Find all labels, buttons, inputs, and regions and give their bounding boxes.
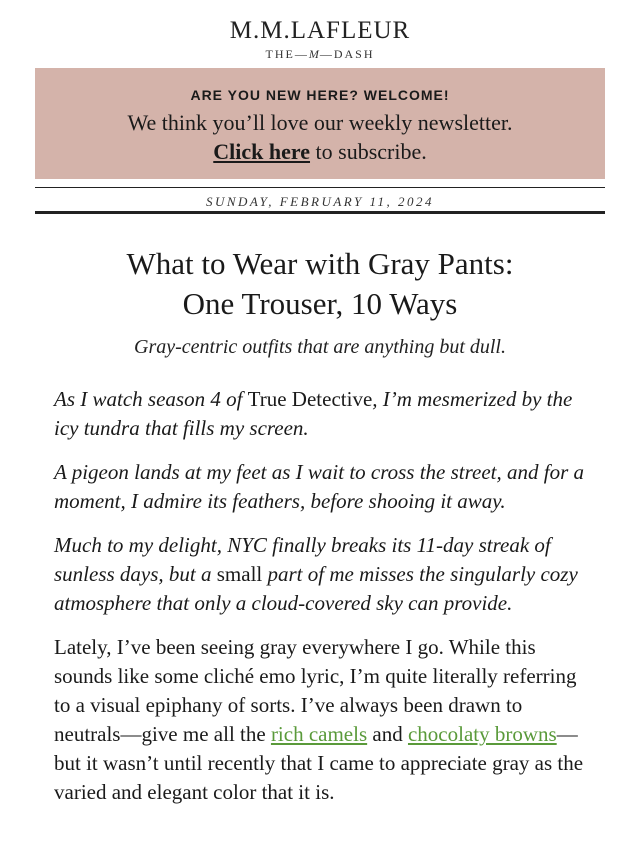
- brand-sub-mid: M: [308, 47, 320, 61]
- p4-text-b: and: [367, 722, 408, 746]
- banner-text: We think you’ll love our weekly newsletter.: [127, 110, 513, 135]
- brand-sub-right: —DASH: [319, 47, 375, 61]
- paragraph-2: A pigeon lands at my feet as I wait to cross the street, and for a moment, I admire its feathers, before shooing it away.: [54, 460, 585, 513]
- article-subtitle: Gray-centric outfits that are anything but dull.: [134, 336, 506, 358]
- p1-text-a: As I watch season 4 of: [54, 387, 248, 411]
- subscribe-link[interactable]: Click here: [213, 139, 311, 164]
- chocolaty-browns-link[interactable]: chocolaty browns: [407, 722, 557, 746]
- paragraph-1: [54, 385, 586, 443]
- paragraph-4: [54, 633, 586, 807]
- show-title: True Detective: [247, 387, 373, 411]
- p1-text-c: , I’m mesmerized by the icy tundra that fills my screen.: [54, 387, 573, 440]
- title-line-2: One Trouser, 10 Ways: [182, 286, 458, 321]
- article-body: [54, 385, 586, 807]
- p4-text-c: —but it wasn’t until recently that I came to appreciate gray as the varied and elegant color that it is.: [54, 722, 584, 804]
- welcome-banner: [35, 68, 605, 179]
- p3-text-a: Much to my delight, NYC finally breaks its 11-day streak of sunless days, but a: [54, 533, 551, 586]
- p3-emphasis: small: [216, 562, 263, 586]
- title-line-1: What to Wear with Gray Pants:: [126, 246, 514, 281]
- p3-text-c: part of me misses the singularly cozy atmosphere that only a cloud-covered sky can provide.: [54, 562, 578, 615]
- brand-subtitle: [0, 47, 640, 62]
- p4-text-a: Lately, I’ve been seeing gray everywhere I go. While this sounds like some cliché emo lyric, I’m quite literally referring to a visual epiphany of sorts. I’ve always been drawn to neutrals—give me all the: [54, 635, 577, 746]
- paragraph-3: [54, 531, 586, 618]
- article-title: [40, 244, 600, 324]
- brand-sub-left: THE—: [265, 47, 309, 61]
- banner-cta-rest: to subscribe.: [310, 139, 427, 164]
- brand-header: [0, 0, 640, 68]
- banner-cta: [35, 137, 605, 167]
- brand-logo[interactable]: M.M.LAFLEUR: [229, 17, 411, 44]
- rich-camels-link[interactable]: rich camels: [270, 722, 368, 746]
- banner-kicker: ARE YOU NEW HERE? WELCOME!: [190, 87, 450, 103]
- dateline: SUNDAY, FEBRUARY 11, 2024: [35, 187, 605, 214]
